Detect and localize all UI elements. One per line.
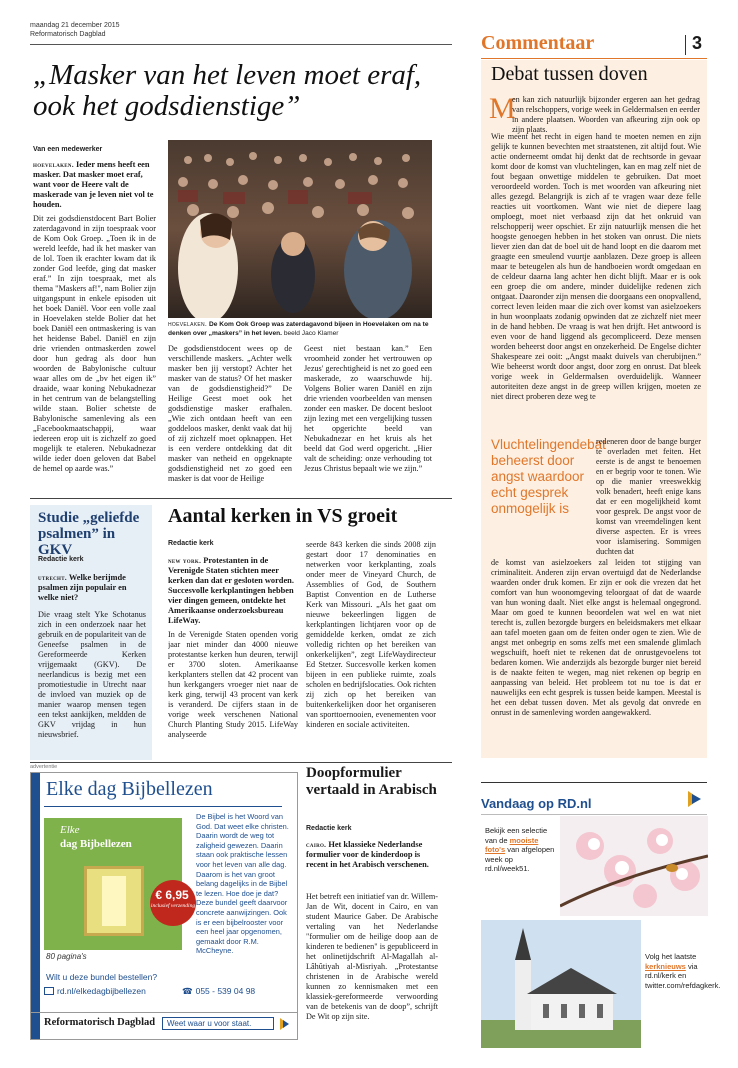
monitor-icon (44, 987, 54, 995)
ad-phone: ☎ 055 - 539 04 98 (182, 986, 256, 996)
commentary-headline: Debat tussen doven (491, 63, 648, 85)
photo-credit: beeld Jaco Klamer (283, 329, 339, 337)
main-byline: Van een medewerker (33, 146, 103, 153)
rd-promo-icon (686, 790, 702, 808)
photos-link[interactable]: mooiste foto's (485, 835, 539, 854)
commentary-body1: Wie meent het recht in eigen hand te moeten nemen en zijn gelijk te kunnen bevechten met straatstenen, zit altijd fout. Wie actie onderneemt omdat hij denkt dat de rechtsorde in gevaar komt door de komst van vluchtelingen, kan en mag zelf niet de fout begaan onwettige middelen te gebruiken. Dat moet veroordeeld worden. Toch is met woorden van afkeuring niet alles gezegd. Belangrijk is zich af te vragen waar deze felle reacties uit voortkomen. Want wie niet de diepere laag omploegt, moet niet verbaasd zijn dat het onkruid van relschopperij weer opschiet. Er zijn natuurlijk mensen die het hoogste genoegen hebben in het stoken van onrust. Die niets liever zien dan dat de boel uit de hand loopt en die daarom met graagte een smeulend vuurtje aanblazen. Deze groep is alleen maar te beteugelen als hun de handboeien wordt omgedaan en de celdeur daarna lang achter hen dicht blijft. Maar er is ook een groep die om andere, minder duidelijke redenen zich ontgaat. Daaronder zijn mensen die doorgaans een onopvallend, correct leven leiden maar die zich over komst van asielzoekers in hun woonplaats zodanig opwinden dat ze zichzelf niet meer in de hand hebben. De vraag is wat hen drijft. Het antwoord is even voor de hand liggend als gecompliceerd. Deze mensen worden beheerst door angst en onzekerheid. De Engelse dichter Shakespeare zei ooit: „Angst maakt duivels van cherubijnen.” Wie beheerst wordt door angst, door zorg en onrust. Dat bleek vorige week in Geldermalsen overduidelijk. Wanneer autoriteiten deze angst in de greep willen krijgen, moeten ze niet direct proberen deze weg te (491, 132, 701, 401)
pull-quote: Vluchtelingendebat beheerst door angst waardoor echt gesprek onmogelijk is (491, 437, 606, 516)
page-number: 3 (692, 33, 703, 53)
psalms-byline: Redactie kerk (38, 556, 84, 563)
ad-text: De Bijbel is het Woord van God. Dat weet elke christen. Daarin wordt de weg tot zaligheid gewezen. Daarin staan ook praktische lessen voor het leven van alle dag. Daarom is het van groot belang dagelijks in de Bijbel te lezen. Hoe doe je dat? Deze bundel geeft daarvoor concrete aanwijzingen. Ook is er een bijbelrooster voor een heel jaar opgenomen, gemaakt door R.M. McCheyne. (196, 812, 289, 956)
arabic-byline: Redactie kerk (306, 825, 352, 832)
price-badge: € 6,95 inclusief verzending (150, 880, 196, 926)
arabic-lead: cairo. Het klassieke Nederlandse formulier voor de kinderdoop is recent in het Arabisch verschenen. (306, 840, 429, 869)
book-cover: Elke dag Bijbellezen (44, 818, 182, 950)
promo-text-church: Volg het laatste kerknieuws via rd.nl/kerk en twitter.com/refdagkerk. (645, 952, 721, 990)
main-body-col3: Geest niet bestaan kan.” Een vroomheid zonder het vertrouwen op Jezus' gerechtigheid is net zo goed een maskerade, zo waarschuwde hij. Volgens Bolier waren Daniël en zijn drie vrienden voorbeelden van mensen zonder een masker. De docent besloot zijn lezing met een vergelijking tussen het opgerichte beeld van Nebukadnezar en het kruis als het beeld dat God werd opgericht. „Hier valt de scheiding: onze verhouding tot Jezus Christus bepaalt wie we zijn.” (304, 344, 432, 473)
audience-photo (168, 140, 432, 318)
arabic-headline: Doopformulier vertaald in Arabisch (306, 765, 437, 798)
dropcap: M (489, 92, 516, 125)
ad-pages: 80 pagina's (46, 952, 87, 961)
psalms-lead: utrecht. Welke berijmde psalmen zijn populair en welke niet? (38, 573, 127, 602)
main-headline: „Masker van het leven moet eraf, ook het godsdienstige” (33, 59, 422, 122)
us-body-col1: In de Verenigde Staten openden vorig jaar niet minder dan 4000 nieuwe protestantse kerken hun deuren, terwijl er 3700 sloten. Amerikaanse kerkplanters stellen dat 42 procent van hun kerkgangers vroeger niet naar de kerk ging, terwijl 43 procent van kerk is veranderd. De cijfers staan in de vorige week verschenen National Church Planting Study 2015. LifeWay analyseerde (168, 630, 298, 739)
ad-slogan: Weet waar u voor staat. (162, 1017, 274, 1030)
section-title: Commentaar (481, 32, 595, 54)
promo-text-photos: Bekijk een selectie van de mooiste foto's van afgelopen week op rd.nl/week51. (485, 826, 555, 873)
photo-caption: hoevelaken. De Kom Ook Groep was zaterdagavond bijeen in Hoevelaken om na te denken over „maskers” in het leven. beeld Jaco Klamer (168, 321, 429, 337)
paper-name: Reformatorisch Dagblad (30, 31, 106, 38)
ad-label: advertentie (30, 764, 58, 770)
commentary-body3: de komst van asielzoekers zal leiden tot stijging van criminaliteit. Anderen zijn ervan overtuigd dat de Nederlandse waarden onder druk komen. Er zijn er ook die vrezen dat het comfort van hun woonomgeving teloorgaat of dat de waarde van hun woning daalt. Niet elke angst is helemaal ongegrond. Maar om goed te kunnen beoordelen wat wel en wat niet terecht is, zullen bezorgde burgers en beleidsmakers met elkaar aan tafel moeten gaan om de feiten onder ogen te zien. Wie de angst met onbegrip en soms zelfs met een smalende glimlach wegschuift, hoeft niet te rekenen dat de onrustgevoelens tot bedaren komen. Wie anderzijds als bezorgde burger niet bereid is de naakte feiten te wegen, mag niet rekenen op begrip en aanpassing van beleid. Het probleem tot nu toe is dat er nauwelijks een echt gesprek is tussen beide kampen. Meestal is het een debat tussen doven. Met als gevolg dat onvrede en onrust in de samenleving worden aangewakkerd. (491, 558, 701, 717)
arabic-body: Het betreft een initiatief van dr. Willem-Jan de Wit, docent in Cairo, en van student Maurice Gaber. De Arabische vertaling van het Nederlandse "formulier om de heilige doop aan de kinderen te bedienen" is gepubliceerd in het onlinetijdschrift Al-Magallah al-Lâhûtiyah al-Misriyah. „Protestantse christenen in de Arabische wereld kunnen zo kennismaken met een klassiek-gereformeerde verwoording van de betekenis van de doop”, schrijft De Wit op zijn site. (306, 892, 438, 1021)
main-dateline: hoevelaken. (33, 161, 74, 169)
ad-title: Elke dag Bijbellezen (46, 778, 213, 800)
ad-url-link[interactable]: rd.nl/elkedagbijbellezen (44, 986, 146, 996)
main-body-col2: De godsdienstdocent wees op de verschillende maskers. „Achter welk masker ben jij verstopt? Achter het masker van de status? Of het masker van de godsdienstigheid?” De Heilige Geest moet ook het godsdienstige masker erafhalen. „Wie zich ontdaan heeft van een goddeloos masker, denkt vaak dat hij of zij zichzelf moet opknappen. Het is een verdere ontdekking dat dit masker van netheid en opgeknapte godsdienstigheid net zo goed een masker is dat voor de Heilige (168, 344, 292, 483)
psalms-headline: Studie „geliefde psalmen” in GKV (38, 510, 140, 558)
main-lead: hoevelaken. Ieder mens heeft een masker. Dat masker moet eraf, want voor de Heere valt de maskerade van je leven niet vol te houden. (33, 160, 154, 209)
us-headline: Aantal kerken in VS groeit (168, 505, 398, 527)
commentary-intro: en kan zich natuurlijk bijzonder ergeren aan het gedrag van relschoppers, vorige week in Geldermalsen en eerder in andere plaatsen. Woorden van afkeuring zijn ook op zijn plaats. (512, 95, 700, 134)
rd-logo-icon (278, 1017, 290, 1031)
us-body-col2: seerde 843 kerken die sinds 2008 zijn gestart door 17 denominaties en netwerken voor kerkplanting, zoals onder meer de Vineyard Church, de Assemblies of God, de Southern Baptist Convention en de Lutherse Kerk van Missouri. „Als het gaat om nieuwe bekeerlingen liggen de kerkplantingen lichtjaren voor op de gemiddelde kerken, omdat ze zich volledig richten op het bereiken van onkerkelijken”, zegt LifeWaydirecteur Ed Stetzer. Succesvolle kerken komen bijeen in een publieke ruimte, zoals scholen en bedrijfslocaties. Ook richten zij zich op het bereiken van buitenkerkelijken door het organiseren van sporttoernooien, evenementen voor kinderen en sociale activiteiten. (306, 540, 436, 729)
promo-title: Vandaag op RD.nl (481, 796, 592, 811)
main-body-col1: Dit zei godsdienstdocent Bart Bolier zaterdagavond in zijn toespraak voor de Kom Ook Groep. „Toen ik in de wereld leefde, had ik het masker van de lol. Toen ik erachter kwam dat ik zonder God leefde, ging dat masker eraf.” In zijn toespraak, met als thema "Maskers af!", nam Bolier zijn uitgangspunt in enkele episoden uit het boek Daniël. Voor een volle zaal in Hoevelaken stelde Bolier dat het boek Daniël een ontmaskering is van het heidense Babel. Daniël en zijn drie vrienden ontmaskerden zowel door hun gedrag als door hun woorden de Babylonische cultuur waar alles om de „bv het eigen ik” draaide, waar koning Nebukadnezar in het centrum van de belangstelling wilde staan. Bolier schetste de Babylonische samenleving als een „Facebookmaatschappij, waar iedereen erop uit is zichzelf zo goed mogelijk te etaleren. Nebukadnezar wilde ieder doen geloven dat Babel de hemel op aarde was.” (33, 214, 156, 473)
issue-date: maandag 21 december 2015 (30, 22, 120, 29)
ad-brand: Reformatorisch Dagblad (44, 1017, 156, 1028)
us-byline: Redactie kerk (168, 540, 214, 547)
kerknieuws-link[interactable]: kerknieuws (645, 961, 686, 971)
blossom-photo (560, 816, 708, 916)
commentary-body2: redeneren door de bange burger te overladen met feiten. Het eerste is de angst te benoemen en er begrip voor te tonen. Wie op die manier vreeswekkig volk benadert, heeft enige kans dat er een mogelijkheid komt voor gesprek. De angst voor de komst van vreemdelingen kent diverse aspecten. Er is vrees voor islamisering. Sommigen duchten dat (596, 437, 701, 556)
psalms-body: Die vraag stelt Yke Schotanus zich in een onderzoek naar het gebruik en de populariteit van de Geneefse psalmen in de Gereformeerde Kerken vrijgemaakt (GKV). De neerlandicus is bezig met een promotiestudie in Utrecht naar de invloed van muziek op de manier waarop mensen tegen een tekst aankijken, meldden de GKV vrijdag in hun nieuwsbrief. (38, 610, 146, 739)
ad-order-prompt: Wilt u deze bundel bestellen? (46, 972, 158, 982)
church-photo (481, 920, 641, 1048)
us-lead: new york. Protestanten in de Verenigde Staten stichten meer kerken dan dat er gesloten worden. Succesvolle kerkplantingen hebben vier dingen gemeen, ontdekte het Amerikaanse onderzoeksbureau LifeWay. (168, 556, 294, 625)
phone-icon: ☎ (182, 986, 193, 996)
